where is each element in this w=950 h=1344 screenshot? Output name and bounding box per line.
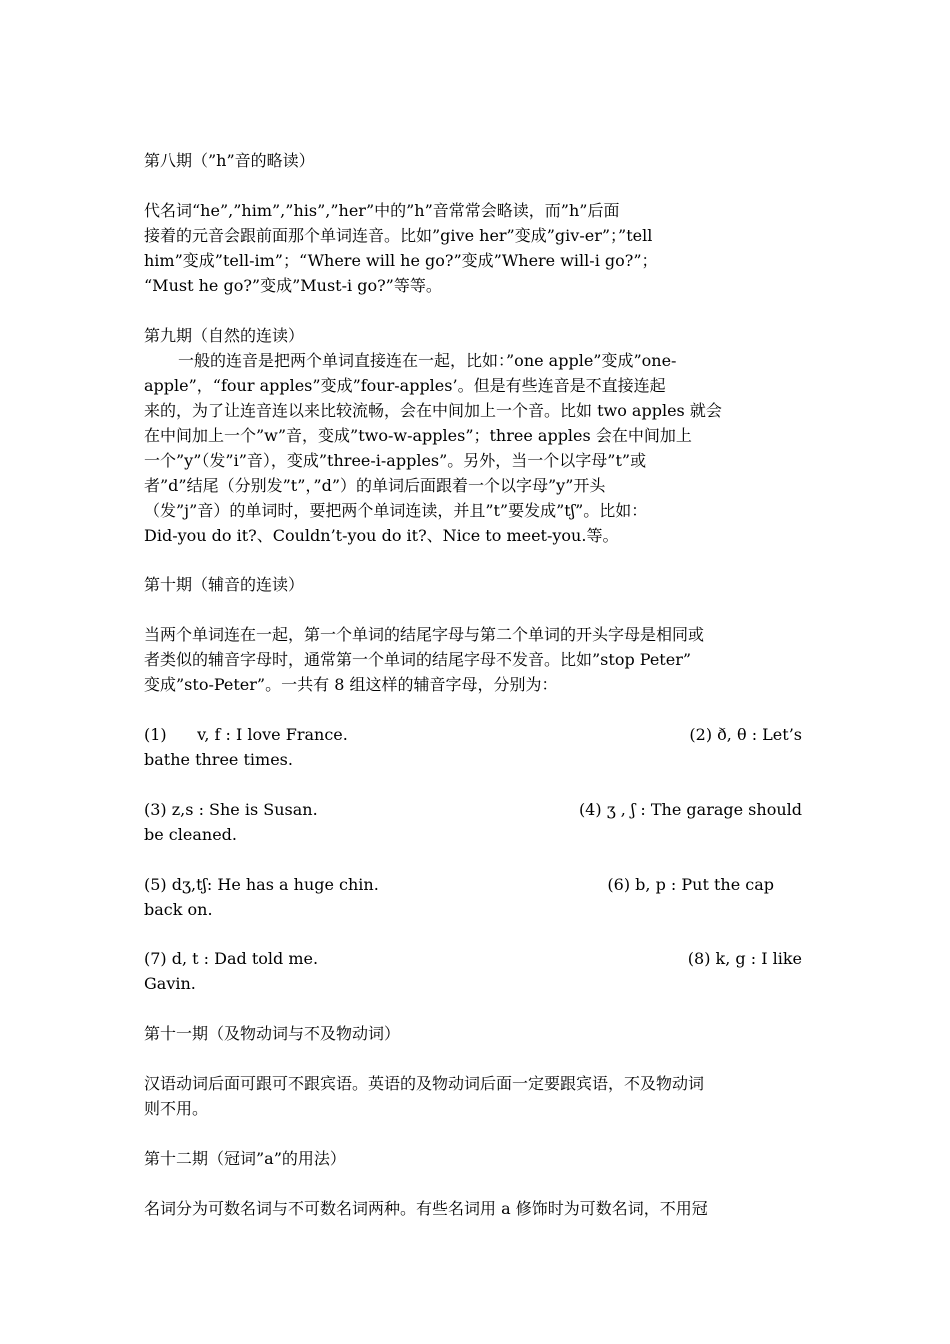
- example-left: (7) d, t : Dad told me.: [144, 949, 319, 968]
- example-pair-3: [144, 872, 814, 922]
- example-left: (5) dʒ,tʃ: He has a huge chin.: [144, 875, 379, 894]
- example-pair-1: [144, 722, 814, 772]
- paragraph-line: 汉语动词后面可跟可不跟宾语。英语的及物动词后面一定要跟宾语，不及物动词: [144, 1074, 705, 1093]
- example-continuation: Gavin.: [144, 974, 196, 993]
- section-10-body: [144, 622, 814, 697]
- section-8: [144, 148, 814, 173]
- paragraph-line: 名词分为可数名词与不可数名词两种。有些名词用 a 修饰时为可数名词，不用冠: [144, 1199, 708, 1218]
- section-heading: 第十二期（冠词”a”的用法）: [144, 1149, 346, 1168]
- paragraph-line: 者类似的辅音字母时，通常第一个单词的结尾字母不发音。比如”stop Peter”: [144, 650, 692, 669]
- example-left: (3) z,s : She is Susan.: [144, 800, 318, 819]
- section-9: [144, 323, 814, 548]
- example-right: (8) k, g : I like: [687, 949, 802, 968]
- example-continuation: bathe three times.: [144, 750, 293, 769]
- paragraph-line: 一般的连音是把两个单词直接连在一起，比如：”one apple”变成”one-: [178, 351, 677, 370]
- paragraph-line: 当两个单词连在一起，第一个单词的结尾字母与第二个单词的开头字母是相同或: [144, 625, 705, 644]
- example-right: (2) ð, θ : Let’s: [689, 725, 802, 744]
- section-8-body: [144, 198, 814, 298]
- paragraph-line: apple”，“four apples”变成”four-apples’。但是有些连音是不直接连起: [144, 376, 666, 395]
- section-10: [144, 572, 814, 597]
- example-pair-2: [144, 797, 814, 847]
- paragraph-line: 接着的元音会跟前面那个单词连音。比如”give her”变成”giv-er”；”tell: [144, 226, 653, 245]
- paragraph-line: “Must he go?”变成”Must-i go?”等等。: [144, 276, 442, 295]
- section-heading: 第八期（”h”音的略读）: [144, 151, 315, 170]
- paragraph-line: 变成”sto-Peter”。一共有 8 组这样的辅音字母，分别为：: [144, 675, 558, 694]
- section-heading: 第九期（自然的连读）: [144, 326, 305, 345]
- example-left: (1) v, f : I love France.: [144, 725, 348, 744]
- paragraph-line: him”变成”tell-im”；“Where will he go?”变成”Where will-i go?”；: [144, 251, 658, 270]
- paragraph-line: 来的，为了让连音连以来比较流畅，会在中间加上一个音。比如 two apples 就会: [144, 401, 722, 420]
- section-heading: 第十一期（及物动词与不及物动词）: [144, 1024, 401, 1043]
- paragraph-line: 一个”y”（发”i”音），变成”three-i-apples”。另外，当一个以字母”t”或: [144, 451, 647, 470]
- example-continuation: be cleaned.: [144, 825, 237, 844]
- paragraph-line: 在中间加上一个”w”音，变成”two-w-apples”；three apples 会在中间加上: [144, 426, 692, 445]
- example-right: (6) b, p : Put the cap: [607, 875, 774, 894]
- paragraph-line: （发”j”音）的单词时，要把两个单词连读，并且”t”要发成”tʃ”。比如：: [144, 501, 648, 520]
- paragraph-line: 者”d”结尾（分别发”t”，”d”）的单词后面跟着一个以字母”y”开头: [144, 476, 606, 495]
- example-pair-4: [144, 946, 814, 996]
- example-right: (4) ʒ , ʃ : The garage should: [578, 800, 802, 819]
- section-11: [144, 1021, 814, 1046]
- paragraph-line: 代名词“he”,”him”,”his”,”her”中的”h”音常常会略读，而”h”后面: [144, 201, 620, 220]
- section-12-body: [144, 1196, 814, 1221]
- section-12: [144, 1146, 814, 1171]
- section-heading: 第十期（辅音的连读）: [144, 575, 305, 594]
- paragraph-line: 则不用。: [144, 1099, 209, 1118]
- paragraph-line: Did-you do it?、Couldn’t-you do it?、Nice to meet-you.等。: [144, 526, 619, 545]
- example-continuation: back on.: [144, 900, 213, 919]
- section-11-body: [144, 1071, 814, 1121]
